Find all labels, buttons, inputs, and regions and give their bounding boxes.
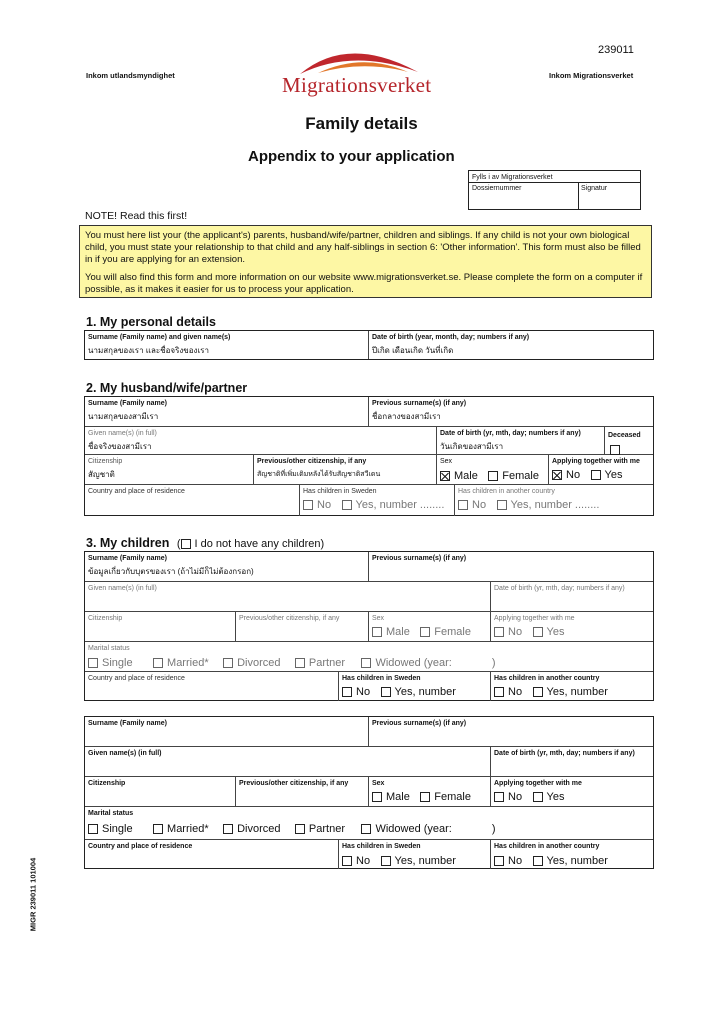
child-1-children-abroad-no-label: No bbox=[508, 686, 523, 698]
spouse-prev-surname-label: Previous surname(s) (if any) bbox=[372, 400, 467, 407]
child-2-children-abroad-yes-checkbox[interactable] bbox=[533, 856, 543, 866]
section-2-table bbox=[84, 396, 654, 516]
section-3-title: 3. My children ( I do not have any children) bbox=[86, 536, 325, 550]
spouse-sex-label: Sex bbox=[440, 458, 453, 465]
child-1-children-abroad-yes-checkbox[interactable] bbox=[533, 687, 543, 697]
child-1-prev-surname-label: Previous surname(s) (if any) bbox=[372, 555, 467, 562]
spouse-prev-citizenship-value: สัญชาติที่เพิ่มเติมหลังได้รับสัญชาติสวีเดน bbox=[257, 471, 381, 478]
child-1-partner-checkbox[interactable] bbox=[295, 658, 305, 668]
child-2-female-label: Female bbox=[434, 791, 471, 803]
child-2-given-name-cell[interactable] bbox=[85, 747, 490, 776]
spouse-sex-cell bbox=[436, 455, 548, 484]
child-1-prev-surname-cell[interactable] bbox=[368, 552, 653, 581]
child-1-surname-cell[interactable] bbox=[85, 552, 368, 581]
child-2-widowed-checkbox[interactable] bbox=[361, 824, 371, 834]
spouse-children-sweden-yes-label: Yes, number ........ bbox=[355, 499, 445, 511]
child-2-applying-label: Applying together with me bbox=[494, 780, 582, 787]
spouse-surname-label: Surname (Family name) bbox=[88, 400, 167, 407]
spouse-surname-value: นามสกุลของสามีเรา bbox=[88, 412, 159, 421]
child-1-marital-label: Marital status bbox=[88, 645, 130, 652]
section-1-table bbox=[84, 330, 654, 360]
spouse-applying-no-label: No bbox=[566, 469, 581, 481]
spouse-deceased-checkbox[interactable] bbox=[610, 445, 620, 455]
child-1-children-abroad-no-checkbox[interactable] bbox=[494, 687, 504, 697]
child-1-residence-cell[interactable] bbox=[85, 672, 338, 701]
child-2-surname-label: Surname (Family name) bbox=[88, 720, 167, 727]
spouse-applying-label: Applying together with me bbox=[552, 458, 640, 465]
spouse-residence-label: Country and place of residence bbox=[88, 488, 185, 495]
child-2-given-name-label: Given name(s) (in full) bbox=[88, 750, 162, 757]
child-2-sex-cell bbox=[368, 777, 490, 806]
spouse-children-sweden-yes[interactable] bbox=[342, 499, 445, 511]
child-2-children-sweden-yes[interactable] bbox=[381, 855, 456, 867]
spouse-children-abroad-no[interactable] bbox=[458, 499, 486, 511]
spouse-children-abroad-yes[interactable] bbox=[497, 499, 600, 511]
child-2-applying-no[interactable] bbox=[494, 791, 522, 803]
spouse-female-label: Female bbox=[502, 470, 539, 482]
child-2-applying-cell bbox=[490, 777, 653, 806]
child-2-children-abroad-no-checkbox[interactable] bbox=[494, 856, 504, 866]
inkom-migrationsverket-label: Inkom Migrationsverket bbox=[549, 71, 634, 80]
child-1-marital-cell bbox=[85, 642, 653, 671]
child-1-single-label: Single bbox=[102, 657, 133, 669]
child-1-male-checkbox[interactable] bbox=[372, 627, 382, 637]
child-1-prev-citizenship-label: Previous/other citizenship, if any bbox=[239, 615, 340, 622]
office-use-title: Fylls i av Migrationsverket bbox=[472, 174, 553, 181]
spouse-citizenship-label: Citizenship bbox=[88, 458, 123, 465]
child-2-children-abroad-no[interactable] bbox=[494, 855, 522, 867]
child-2-partner-checkbox[interactable] bbox=[295, 824, 305, 834]
section-2-title: 2. My husband/wife/partner bbox=[86, 381, 248, 395]
no-children-label: I do not have any children) bbox=[194, 538, 325, 550]
child-2-widowed-option[interactable] bbox=[361, 823, 495, 835]
spouse-children-abroad-no-checkbox[interactable] bbox=[458, 500, 468, 510]
child-1-applying-yes-label: Yes bbox=[546, 626, 565, 638]
spouse-male-label: Male bbox=[454, 470, 478, 482]
spouse-deceased-label: Deceased bbox=[608, 432, 641, 439]
child-1-applying-label: Applying together with me bbox=[494, 615, 575, 622]
child-2-marital-label: Marital status bbox=[88, 810, 134, 817]
child-1-widowed-label: Widowed (year: bbox=[375, 657, 452, 669]
page-subtitle: Appendix to your application bbox=[248, 148, 455, 165]
child-1-children-abroad-cell bbox=[490, 672, 653, 701]
child-1-children-abroad-yes-label: Yes, number bbox=[546, 686, 608, 698]
child-1-married-option[interactable] bbox=[153, 657, 209, 669]
child-1-children-sweden-no-checkbox[interactable] bbox=[342, 687, 352, 697]
child-1-prev-citizenship-cell[interactable] bbox=[235, 612, 368, 641]
spouse-sex-female-option[interactable] bbox=[488, 470, 539, 482]
child-1-surname-label: Surname (Family name) bbox=[88, 555, 167, 562]
signature-label: Signatur bbox=[581, 185, 608, 192]
child-1-children-abroad-no[interactable] bbox=[494, 686, 522, 698]
spouse-children-abroad-yes-checkbox[interactable] bbox=[497, 500, 507, 510]
child-1-given-name-cell[interactable] bbox=[85, 582, 490, 611]
child-1-children-sweden-cell bbox=[338, 672, 490, 701]
child-1-female-option[interactable] bbox=[420, 626, 471, 638]
child-2-surname-cell[interactable] bbox=[85, 717, 368, 746]
child-1-single-option[interactable] bbox=[88, 657, 133, 669]
child-2-children-sweden-cell bbox=[338, 840, 490, 869]
child-2-single-label: Single bbox=[102, 823, 133, 835]
child-2-dob-cell[interactable] bbox=[490, 747, 653, 776]
child-1-applying-yes-checkbox[interactable] bbox=[533, 627, 543, 637]
child-2-single-checkbox[interactable] bbox=[88, 824, 98, 834]
child-2-married-label: Married* bbox=[167, 823, 209, 835]
child-2-male-checkbox[interactable] bbox=[372, 792, 382, 802]
child-1-citizenship-label: Citizenship bbox=[88, 615, 123, 622]
child-2-male-option[interactable] bbox=[372, 791, 410, 803]
child-1-single-checkbox[interactable] bbox=[88, 658, 98, 668]
no-children-checkbox[interactable] bbox=[181, 539, 191, 549]
spouse-deceased-cell[interactable] bbox=[604, 427, 653, 454]
spouse-given-name-cell[interactable] bbox=[85, 427, 436, 454]
child-1-applying-cell bbox=[490, 612, 653, 641]
child-2-children-sweden-yes-label: Yes, number bbox=[394, 855, 456, 867]
spouse-male-checkbox[interactable] bbox=[440, 471, 450, 481]
child-2-prev-surname-cell[interactable] bbox=[368, 717, 653, 746]
child-2-marital-cell bbox=[85, 807, 653, 839]
spouse-citizenship-cell[interactable] bbox=[85, 455, 253, 484]
child-1-sex-label: Sex bbox=[372, 615, 385, 622]
child-2-single-option[interactable] bbox=[88, 823, 133, 835]
spouse-prev-citizenship-label: Previous/other citizenship, if any bbox=[257, 458, 367, 465]
child-2-children-abroad-cell bbox=[490, 840, 653, 869]
child-1-children-sweden-no-label: No bbox=[356, 686, 371, 698]
note-paragraph-2: You will also find this form and more information on our website www.migrationsverket.se. Please complete the form on a computer if possible, as it makes it easier for us to process your application. bbox=[85, 272, 643, 295]
dob-value: ปีเกิด เดือนเกิด วันที่เกิด bbox=[372, 346, 454, 355]
dob-cell[interactable] bbox=[368, 331, 653, 359]
child-1-children-sweden-yes-checkbox[interactable] bbox=[381, 687, 391, 697]
spouse-prev-citizenship-cell[interactable] bbox=[253, 455, 436, 484]
spouse-applying-no-option[interactable] bbox=[552, 469, 580, 481]
child-2-applying-no-label: No bbox=[508, 791, 523, 803]
child-2-residence-label: Country and place of residence bbox=[88, 843, 193, 850]
child-2-children-abroad-label: Has children in another country bbox=[494, 843, 600, 850]
child-2-dob-label: Date of birth (yr, mth, day; numbers if any) bbox=[494, 750, 635, 757]
child-1-applying-no-label: No bbox=[508, 626, 523, 638]
spouse-prev-surname-value: ชื่อกลางของสามีเรา bbox=[372, 412, 441, 421]
spouse-children-sweden-cell bbox=[299, 485, 454, 516]
spouse-dob-value: วันเกิดของสามีเรา bbox=[440, 442, 504, 451]
child-2-applying-no-checkbox[interactable] bbox=[494, 792, 504, 802]
side-form-code: MIGR 239011 101004 bbox=[28, 857, 38, 932]
logo-text: Migrationsverket bbox=[282, 73, 432, 97]
child-1-children-abroad-yes[interactable] bbox=[533, 686, 608, 698]
child-1-children-sweden-yes[interactable] bbox=[381, 686, 456, 698]
child-2-sex-label: Sex bbox=[372, 780, 385, 787]
child-2-children-abroad-yes-label: Yes, number bbox=[546, 855, 608, 867]
child-1-citizenship-cell[interactable] bbox=[85, 612, 235, 641]
note-heading: NOTE! Read this first! bbox=[85, 210, 188, 222]
child-2-male-label: Male bbox=[386, 791, 410, 803]
spouse-surname-cell[interactable] bbox=[85, 397, 368, 426]
child-1-female-checkbox[interactable] bbox=[420, 627, 430, 637]
name-cell[interactable] bbox=[85, 331, 368, 359]
spouse-sex-male-option[interactable] bbox=[440, 470, 478, 482]
office-use-box bbox=[468, 170, 641, 210]
child-1-children-sweden-yes-label: Yes, number bbox=[394, 686, 456, 698]
inkom-utland-label: Inkom utlandsmyndighet bbox=[86, 71, 175, 80]
child-2-prev-citizenship-label: Previous/other citizenship, if any bbox=[239, 780, 349, 787]
spouse-dob-cell[interactable] bbox=[436, 427, 604, 454]
spouse-female-checkbox[interactable] bbox=[488, 471, 498, 481]
spouse-children-sweden-no-label: No bbox=[317, 499, 332, 511]
child-1-partner-label: Partner bbox=[308, 657, 345, 669]
child-2-children-sweden-no[interactable] bbox=[342, 855, 370, 867]
migrationsverket-logo bbox=[278, 42, 443, 102]
spouse-applying-yes-option[interactable] bbox=[591, 469, 623, 481]
name-label: Surname (Family name) and given name(s) bbox=[88, 334, 231, 341]
child-2-children-sweden-yes-checkbox[interactable] bbox=[381, 856, 391, 866]
child-1-applying-yes[interactable] bbox=[533, 626, 565, 638]
child-1-children-abroad-label: Has children in another country bbox=[494, 675, 600, 682]
spouse-applying-yes-checkbox[interactable] bbox=[591, 470, 601, 480]
child-1-male-option[interactable] bbox=[372, 626, 410, 638]
name-value: นามสกุลของเรา และชื่อจริงของเรา bbox=[88, 346, 209, 355]
form-number: 239011 bbox=[598, 44, 634, 56]
spouse-given-name-value: ชื่อจริงของสามีเรา bbox=[88, 442, 152, 451]
child-2-children-sweden-label: Has children in Sweden bbox=[342, 843, 421, 850]
child-2-children-abroad-no-label: No bbox=[508, 855, 523, 867]
spouse-given-name-label: Given name(s) (in full) bbox=[88, 430, 157, 437]
spouse-applying-cell bbox=[548, 455, 653, 484]
child-2-citizenship-label: Citizenship bbox=[88, 780, 126, 787]
child-2-widowed-label: Widowed (year: bbox=[375, 823, 452, 835]
child-2-citizenship-cell[interactable] bbox=[85, 777, 235, 806]
child-2-applying-yes-checkbox[interactable] bbox=[533, 792, 543, 802]
note-paragraph-1: You must here list your (the applicant's) parents, husband/wife/partner, children and siblings. If any child is not your own biological child, you must state your relationship to that child and any half-siblings in section 6: 'Other information'. This form must also be filled in if you are applying for an extension. bbox=[85, 230, 641, 265]
child-1-children-sweden-no[interactable] bbox=[342, 686, 370, 698]
spouse-prev-surname-cell[interactable] bbox=[368, 397, 653, 426]
child-2-table bbox=[84, 716, 654, 869]
spouse-children-sweden-label: Has children in Sweden bbox=[303, 488, 377, 495]
child-2-female-checkbox[interactable] bbox=[420, 792, 430, 802]
child-1-sex-cell bbox=[368, 612, 490, 641]
child-2-children-sweden-no-label: No bbox=[356, 855, 371, 867]
child-2-applying-yes[interactable] bbox=[533, 791, 565, 803]
spouse-children-abroad-cell bbox=[454, 485, 653, 516]
child-1-divorced-label: Divorced bbox=[237, 657, 281, 669]
child-1-applying-no[interactable] bbox=[494, 626, 522, 638]
spouse-applying-yes-label: Yes bbox=[604, 469, 623, 481]
child-2-partner-label: Partner bbox=[308, 823, 345, 835]
child-1-applying-no-checkbox[interactable] bbox=[494, 627, 504, 637]
child-1-dob-cell[interactable] bbox=[490, 582, 653, 611]
dob-label: Date of birth (year, month, day; numbers if any) bbox=[372, 334, 530, 341]
child-2-married-checkbox[interactable] bbox=[153, 824, 163, 834]
child-1-female-label: Female bbox=[434, 626, 471, 638]
spouse-applying-no-checkbox[interactable] bbox=[552, 470, 562, 480]
child-2-divorced-option[interactable] bbox=[223, 823, 280, 835]
child-1-divorced-option[interactable] bbox=[223, 657, 280, 669]
spouse-residence-cell[interactable] bbox=[85, 485, 299, 516]
child-1-given-name-label: Given name(s) (in full) bbox=[88, 585, 157, 592]
child-1-widowed-checkbox[interactable] bbox=[361, 658, 371, 668]
child-1-divorced-checkbox[interactable] bbox=[223, 658, 233, 668]
child-2-female-option[interactable] bbox=[420, 791, 471, 803]
child-1-dob-label: Date of birth (yr, mth, day; numbers if any) bbox=[494, 585, 625, 592]
child-2-partner-option[interactable] bbox=[295, 823, 345, 835]
child-1-children-sweden-label: Has children in Sweden bbox=[342, 675, 421, 682]
spouse-citizenship-value: สัญชาติ bbox=[88, 470, 115, 479]
child-1-married-label: Married* bbox=[167, 657, 209, 669]
page-title: Family details bbox=[305, 114, 418, 133]
child-2-residence-cell[interactable] bbox=[85, 840, 338, 869]
note-box bbox=[79, 225, 652, 298]
child-2-children-abroad-yes[interactable] bbox=[533, 855, 608, 867]
child-2-widowed-close: ) bbox=[491, 823, 496, 835]
spouse-dob-label: Date of birth (yr, mth, day; numbers if any) bbox=[440, 430, 581, 437]
child-2-children-sweden-no-checkbox[interactable] bbox=[342, 856, 352, 866]
child-1-residence-label: Country and place of residence bbox=[88, 675, 185, 682]
spouse-children-abroad-yes-label: Yes, number ........ bbox=[510, 499, 600, 511]
child-1-table bbox=[84, 551, 654, 701]
child-2-divorced-label: Divorced bbox=[237, 823, 281, 835]
spouse-children-sweden-no-checkbox[interactable] bbox=[303, 500, 313, 510]
child-1-widowed-close: ) bbox=[491, 657, 496, 669]
section-1-title: 1. My personal details bbox=[86, 315, 216, 329]
section-3-title-text: 3. My children bbox=[86, 536, 170, 550]
spouse-children-abroad-label: Has children in another country bbox=[458, 488, 555, 495]
child-2-applying-yes-label: Yes bbox=[546, 791, 565, 803]
child-2-prev-citizenship-cell[interactable] bbox=[235, 777, 368, 806]
child-2-prev-surname-label: Previous surname(s) (if any) bbox=[372, 720, 467, 727]
child-1-married-checkbox[interactable] bbox=[153, 658, 163, 668]
child-2-married-option[interactable] bbox=[153, 823, 209, 835]
spouse-children-sweden-no[interactable] bbox=[303, 499, 331, 511]
child-1-surname-value: ข้อมูลเกี่ยวกับบุตรของเรา (ถ้าไม่มีก็ไม่ต้องกรอก) bbox=[88, 567, 254, 576]
child-2-divorced-checkbox[interactable] bbox=[223, 824, 233, 834]
child-1-male-label: Male bbox=[386, 626, 410, 638]
child-1-widowed-option[interactable] bbox=[361, 657, 495, 669]
spouse-children-sweden-yes-checkbox[interactable] bbox=[342, 500, 352, 510]
child-1-partner-option[interactable] bbox=[295, 657, 345, 669]
dossier-label: Dossiernummer bbox=[472, 185, 522, 192]
spouse-children-abroad-no-label: No bbox=[472, 499, 487, 511]
